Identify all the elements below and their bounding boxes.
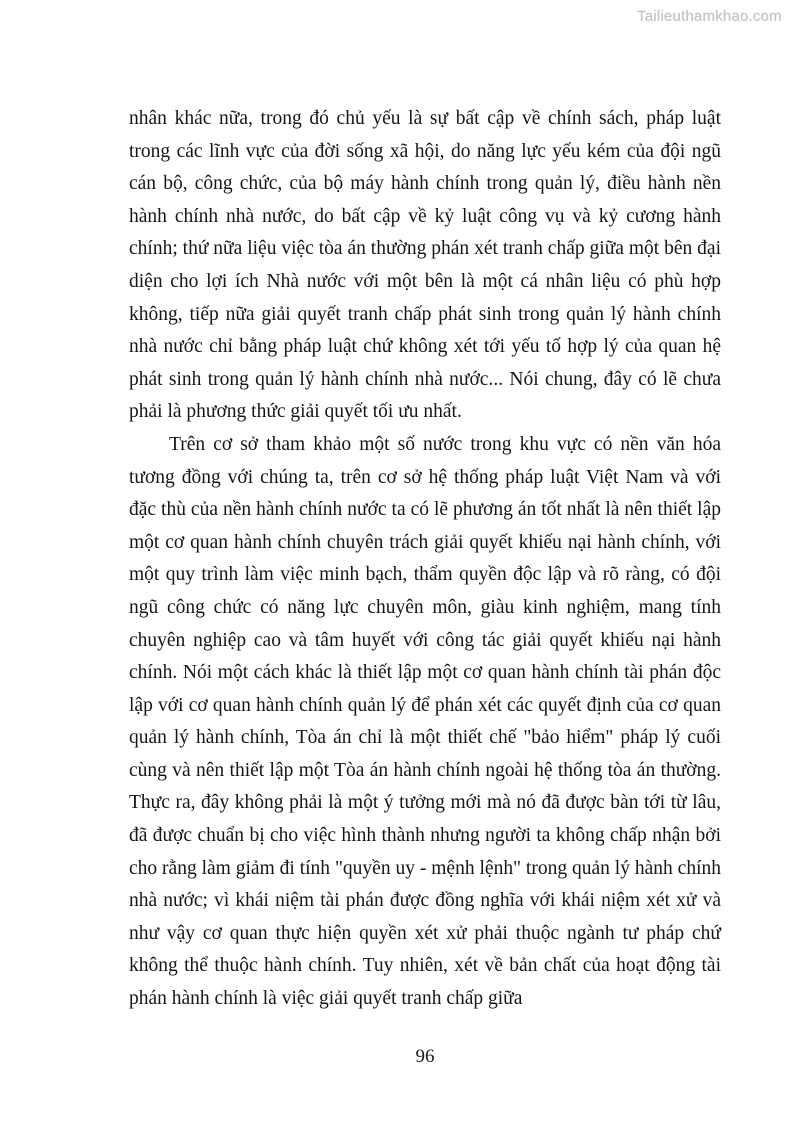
page-content [129,103,721,1016]
paragraph: nhân khác nữa, trong đó chủ yếu là sự bất cập về chính sách, pháp luật trong các lĩnh vực của đời sống xã hội, do năng lực yếu kém của đội ngũ cán bộ, công chức, của bộ máy hành chính trong quản lý, điều hành nền hành chính nhà nước, do bất cập về kỷ luật công vụ và kỷ cương hành chính; thứ nữa liệu việc tòa án thường phán xét tranh chấp giữa một bên đại diện cho lợi ích Nhà nước với một bên là một cá nhân liệu có phù hợp không, tiếp nữa giải quyết tranh chấp phát sinh trong quản lý hành chính nhà nước chỉ bằng pháp luật chứ không xét tới yếu tố hợp lý của quan hệ phát sinh trong quản lý hành chính nhà nước... Nói chung, đây có lẽ chưa phải là phương thức giải quyết tối ưu nhất. [129,108,721,423]
paragraph: Trên cơ sở tham khảo một số nước trong khu vực có nền văn hóa tương đồng với chúng ta, trên cơ sở hệ thống pháp luật Việt Nam và với đặc thù của nền hành chính nước ta có lẽ phương án tốt nhất là nên thiết lập một cơ quan hành chính chuyên trách giải quyết khiếu nại hành chính, với một quy trình làm việc minh bạch, thẩm quyền độc lập và rõ ràng, có đội ngũ công chức có năng lực chuyên môn, giàu kinh nghiệm, mang tính chuyên nghiệp cao và tâm huyết với công tác giải quyết khiếu nại hành chính. Nói một cách khác là thiết lập một cơ quan hành chính tài phán độc lập với cơ quan hành chính quản lý để phán xét các quyết định của cơ quan quản lý hành chính, Tòa án chỉ là một thiết chế "bảo hiểm" pháp lý cuối cùng và nên thiết lập một Tòa án hành chính ngoài hệ thống tòa án thường. Thực ra, đây không phải là một ý tưởng mới mà nó đã được bàn tới từ lâu, đã được chuẩn bị cho việc hình thành nhưng người ta không chấp nhận bởi cho rằng làm giảm đi tính "quyền uy - mệnh lệnh" trong quản lý hành chính nhà nước; vì khái niệm tài phán được đồng nghĩa với khái niệm xét xử và như vậy cơ quan thực hiện quyền xét xử phải thuộc ngành tư pháp chứ không thể thuộc hành chính. Tuy nhiên, xét về bản chất của hoạt động tài phán hành chính là việc giải quyết tranh chấp giữa [129,433,721,1010]
watermark: Tailieuthamkhao.com [637,8,782,25]
page-number: 96 [415,1046,435,1067]
